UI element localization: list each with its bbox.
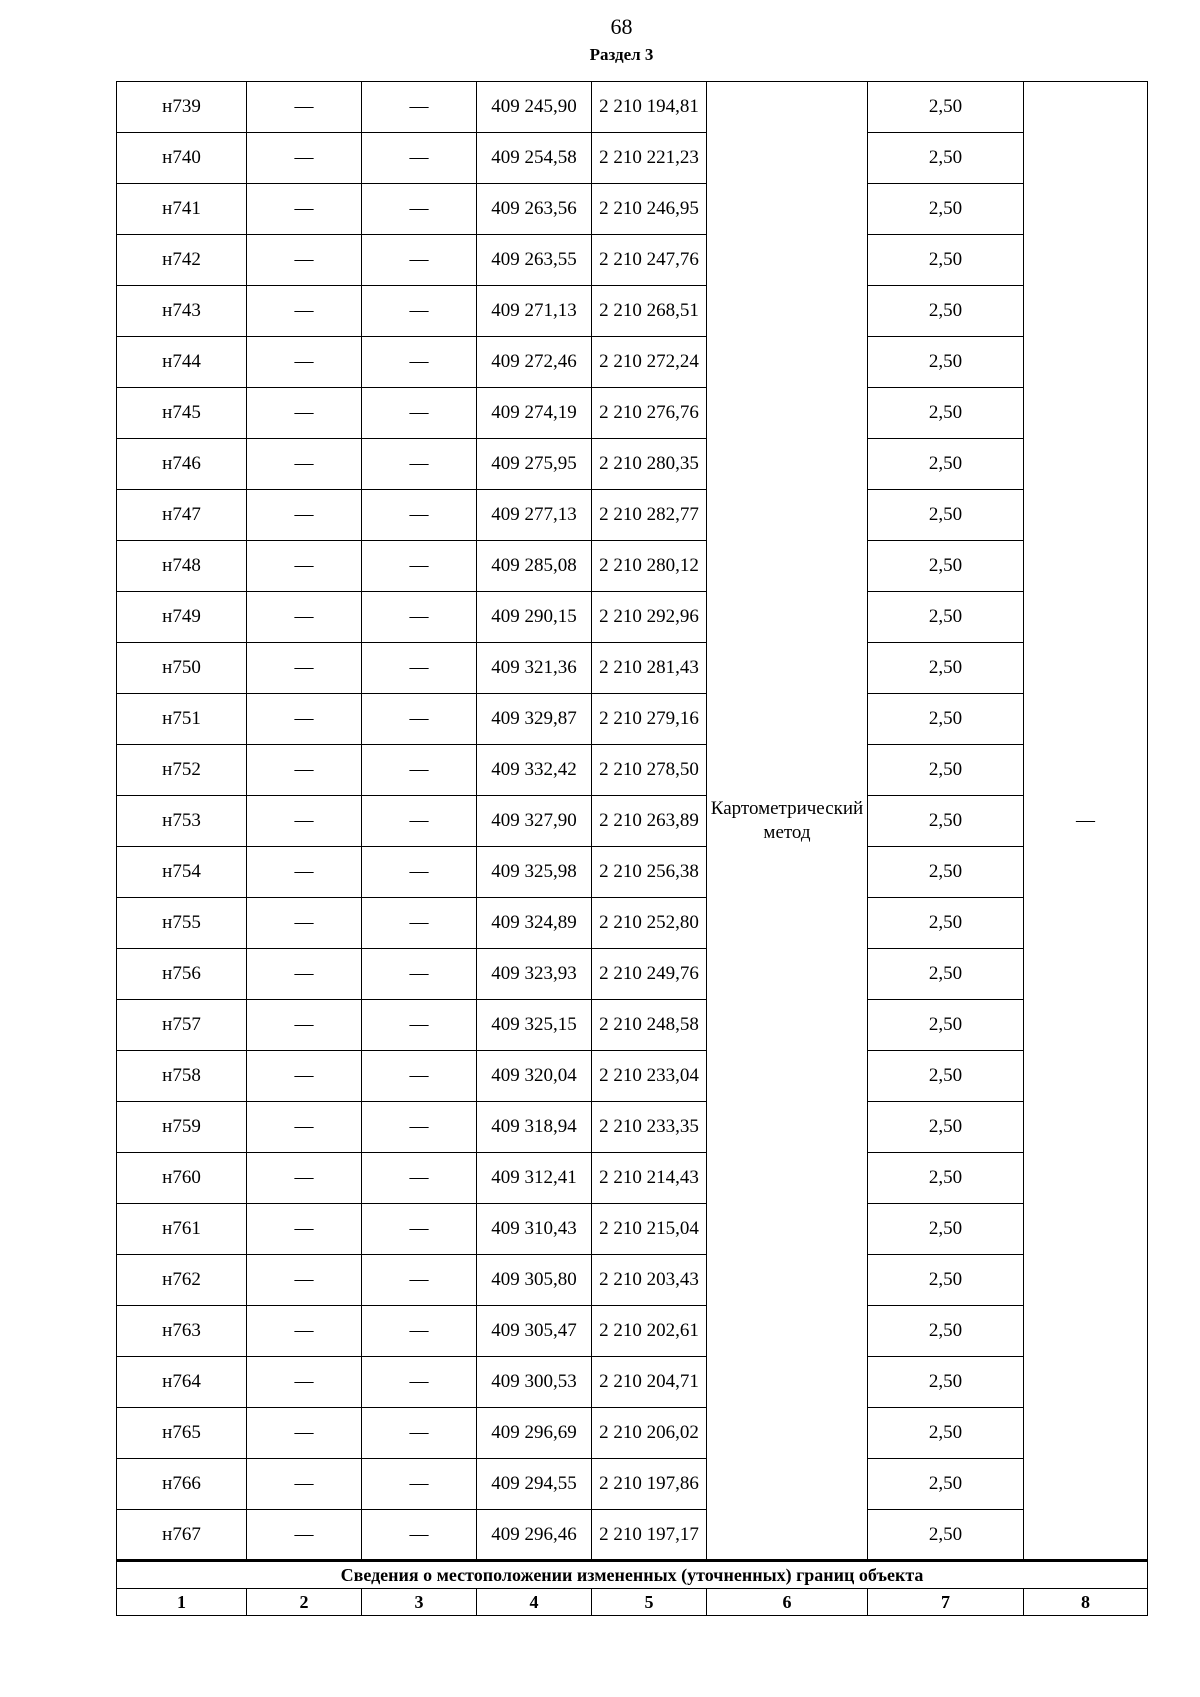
point-id: н762 [117, 1255, 247, 1306]
column-number: 4 [477, 1589, 592, 1616]
point-id: н767 [117, 1510, 247, 1561]
coord-y: 2 210 197,86 [592, 1459, 707, 1510]
dash-cell: — [247, 847, 362, 898]
dash-cell: — [362, 82, 477, 133]
point-id: н743 [117, 286, 247, 337]
page-number: 68 [610, 14, 633, 39]
accuracy-cell: 2,50 [868, 592, 1024, 643]
point-id: н739 [117, 82, 247, 133]
table-row [117, 1102, 1148, 1153]
table-row [117, 1204, 1148, 1255]
coord-y: 2 210 204,71 [592, 1357, 707, 1408]
accuracy-cell: 2,50 [868, 1306, 1024, 1357]
coord-x: 409 320,04 [477, 1051, 592, 1102]
coord-y: 2 210 252,80 [592, 898, 707, 949]
accuracy-cell: 2,50 [868, 337, 1024, 388]
coord-x: 409 327,90 [477, 796, 592, 847]
table-row [117, 82, 1148, 133]
accuracy-cell: 2,50 [868, 847, 1024, 898]
dash-cell: — [247, 1459, 362, 1510]
table-row [117, 388, 1148, 439]
accuracy-cell: 2,50 [868, 1357, 1024, 1408]
dash-cell: — [362, 796, 477, 847]
table-row [117, 184, 1148, 235]
coord-y: 2 210 246,95 [592, 184, 707, 235]
dash-cell: — [247, 133, 362, 184]
coord-x: 409 325,15 [477, 1000, 592, 1051]
coord-y: 2 210 276,76 [592, 388, 707, 439]
caption-row [117, 1561, 1148, 1589]
accuracy-cell: 2,50 [868, 745, 1024, 796]
dash-cell: — [362, 133, 477, 184]
coord-x: 409 263,56 [477, 184, 592, 235]
column-number-row [117, 1589, 1148, 1616]
accuracy-cell: 2,50 [868, 184, 1024, 235]
dash-cell: — [362, 184, 477, 235]
coord-y: 2 210 206,02 [592, 1408, 707, 1459]
dash-cell: — [247, 388, 362, 439]
accuracy-cell: 2,50 [868, 388, 1024, 439]
point-id: н757 [117, 1000, 247, 1051]
coord-y: 2 210 292,96 [592, 592, 707, 643]
dash-cell: — [247, 1051, 362, 1102]
coord-x: 409 305,80 [477, 1255, 592, 1306]
point-id: н761 [117, 1204, 247, 1255]
dash-cell: — [247, 694, 362, 745]
coord-x: 409 290,15 [477, 592, 592, 643]
accuracy-cell: 2,50 [868, 1153, 1024, 1204]
coord-y: 2 210 249,76 [592, 949, 707, 1000]
coord-x: 409 275,95 [477, 439, 592, 490]
coord-x: 409 321,36 [477, 643, 592, 694]
coord-x: 409 285,08 [477, 541, 592, 592]
accuracy-cell: 2,50 [868, 82, 1024, 133]
table-row [117, 1459, 1148, 1510]
coord-y: 2 210 203,43 [592, 1255, 707, 1306]
table-row [117, 490, 1148, 541]
point-id: н753 [117, 796, 247, 847]
dash-cell: — [247, 1408, 362, 1459]
dash-cell: — [247, 337, 362, 388]
dash-cell: — [362, 541, 477, 592]
dash-cell: — [362, 235, 477, 286]
dash-cell: — [362, 694, 477, 745]
dash-cell: — [247, 796, 362, 847]
dash-cell: — [362, 1459, 477, 1510]
table-row [117, 745, 1148, 796]
column-number: 7 [868, 1589, 1024, 1616]
dash-cell: — [247, 1000, 362, 1051]
accuracy-cell: 2,50 [868, 1000, 1024, 1051]
table-row [117, 439, 1148, 490]
coord-y: 2 210 272,24 [592, 337, 707, 388]
coord-y: 2 210 221,23 [592, 133, 707, 184]
table-row [117, 643, 1148, 694]
coord-y: 2 210 248,58 [592, 1000, 707, 1051]
section-title: Раздел 3 [589, 45, 654, 64]
coord-x: 409 305,47 [477, 1306, 592, 1357]
point-id: н755 [117, 898, 247, 949]
dash-cell: — [362, 490, 477, 541]
dash-cell: — [362, 439, 477, 490]
point-id: н740 [117, 133, 247, 184]
table-row [117, 1051, 1148, 1102]
coord-y: 2 210 202,61 [592, 1306, 707, 1357]
dash-cell: — [362, 643, 477, 694]
table-row [117, 1306, 1148, 1357]
table-row [117, 694, 1148, 745]
table-row [117, 1000, 1148, 1051]
coord-x: 409 325,98 [477, 847, 592, 898]
dash-cell: — [247, 1306, 362, 1357]
dash-cell: — [362, 592, 477, 643]
dash-cell: — [362, 1102, 477, 1153]
coord-x: 409 296,46 [477, 1510, 592, 1561]
column-number: 1 [117, 1589, 247, 1616]
coord-x: 409 254,58 [477, 133, 592, 184]
accuracy-cell: 2,50 [868, 694, 1024, 745]
coord-y: 2 210 197,17 [592, 1510, 707, 1561]
point-id: н747 [117, 490, 247, 541]
table-row [117, 541, 1148, 592]
coord-x: 409 310,43 [477, 1204, 592, 1255]
point-id: н763 [117, 1306, 247, 1357]
point-id: н766 [117, 1459, 247, 1510]
dash-cell: — [247, 1255, 362, 1306]
point-id: н750 [117, 643, 247, 694]
point-id: н745 [117, 388, 247, 439]
dash-cell: — [362, 1255, 477, 1306]
accuracy-cell: 2,50 [868, 1255, 1024, 1306]
dash-cell: — [247, 184, 362, 235]
point-id: н749 [117, 592, 247, 643]
coord-y: 2 210 233,35 [592, 1102, 707, 1153]
dash-cell: — [247, 541, 362, 592]
accuracy-cell: 2,50 [868, 1408, 1024, 1459]
column-number: 5 [592, 1589, 707, 1616]
point-id: н744 [117, 337, 247, 388]
column8-cell: — [1024, 82, 1148, 1561]
coord-x: 409 332,42 [477, 745, 592, 796]
coord-y: 2 210 194,81 [592, 82, 707, 133]
dash-cell: — [362, 847, 477, 898]
dash-cell: — [362, 1510, 477, 1561]
method-cell: Картометрический метод [707, 82, 868, 1561]
accuracy-cell: 2,50 [868, 949, 1024, 1000]
dash-cell: — [247, 643, 362, 694]
dash-cell: — [362, 1357, 477, 1408]
point-id: н764 [117, 1357, 247, 1408]
coord-x: 409 294,55 [477, 1459, 592, 1510]
coord-x: 409 296,69 [477, 1408, 592, 1459]
coord-y: 2 210 281,43 [592, 643, 707, 694]
coord-x: 409 318,94 [477, 1102, 592, 1153]
column-number: 6 [707, 1589, 868, 1616]
dash-cell: — [247, 949, 362, 1000]
coordinates-table [116, 81, 1148, 1616]
dash-cell: — [362, 1000, 477, 1051]
dash-cell: — [362, 1153, 477, 1204]
coord-y: 2 210 280,12 [592, 541, 707, 592]
point-id: н765 [117, 1408, 247, 1459]
table-row [117, 235, 1148, 286]
coord-y: 2 210 233,04 [592, 1051, 707, 1102]
dash-cell: — [247, 745, 362, 796]
table-row [117, 1255, 1148, 1306]
table-row [117, 796, 1148, 847]
coord-x: 409 323,93 [477, 949, 592, 1000]
point-id: н754 [117, 847, 247, 898]
coord-y: 2 210 214,43 [592, 1153, 707, 1204]
coord-y: 2 210 247,76 [592, 235, 707, 286]
dash-cell: — [247, 235, 362, 286]
point-id: н742 [117, 235, 247, 286]
dash-cell: — [247, 1153, 362, 1204]
coord-y: 2 210 282,77 [592, 490, 707, 541]
dash-cell: — [362, 1306, 477, 1357]
point-id: н741 [117, 184, 247, 235]
dash-cell: — [362, 1408, 477, 1459]
table-row [117, 1510, 1148, 1561]
coord-y: 2 210 268,51 [592, 286, 707, 337]
point-id: н748 [117, 541, 247, 592]
accuracy-cell: 2,50 [868, 796, 1024, 847]
table-body [117, 82, 1148, 1561]
accuracy-cell: 2,50 [868, 133, 1024, 184]
accuracy-cell: 2,50 [868, 439, 1024, 490]
coord-y: 2 210 278,50 [592, 745, 707, 796]
dash-cell: — [362, 1051, 477, 1102]
table-row [117, 133, 1148, 184]
dash-cell: — [247, 1357, 362, 1408]
table-row [117, 898, 1148, 949]
dash-cell: — [247, 1204, 362, 1255]
coord-x: 409 272,46 [477, 337, 592, 388]
column-number: 2 [247, 1589, 362, 1616]
point-id: н759 [117, 1102, 247, 1153]
coord-y: 2 210 263,89 [592, 796, 707, 847]
coord-y: 2 210 279,16 [592, 694, 707, 745]
dash-cell: — [247, 592, 362, 643]
table-row [117, 1408, 1148, 1459]
coord-x: 409 300,53 [477, 1357, 592, 1408]
table-row [117, 1357, 1148, 1408]
dash-cell: — [362, 337, 477, 388]
point-id: н760 [117, 1153, 247, 1204]
accuracy-cell: 2,50 [868, 541, 1024, 592]
dash-cell: — [362, 949, 477, 1000]
point-id: н756 [117, 949, 247, 1000]
coord-x: 409 274,19 [477, 388, 592, 439]
dash-cell: — [247, 898, 362, 949]
coord-y: 2 210 215,04 [592, 1204, 707, 1255]
coord-x: 409 277,13 [477, 490, 592, 541]
coord-y: 2 210 256,38 [592, 847, 707, 898]
coord-x: 409 263,55 [477, 235, 592, 286]
accuracy-cell: 2,50 [868, 1510, 1024, 1561]
accuracy-cell: 2,50 [868, 490, 1024, 541]
dash-cell: — [247, 439, 362, 490]
dash-cell: — [247, 286, 362, 337]
dash-cell: — [362, 898, 477, 949]
table-row [117, 592, 1148, 643]
accuracy-cell: 2,50 [868, 1459, 1024, 1510]
table-row [117, 337, 1148, 388]
column-number: 3 [362, 1589, 477, 1616]
coord-x: 409 271,13 [477, 286, 592, 337]
point-id: н758 [117, 1051, 247, 1102]
dash-cell: — [247, 82, 362, 133]
dash-cell: — [247, 1102, 362, 1153]
point-id: н751 [117, 694, 247, 745]
table-row [117, 286, 1148, 337]
table-caption: Сведения о местоположении измененных (уточненных) границ объекта [117, 1561, 1148, 1589]
coord-x: 409 324,89 [477, 898, 592, 949]
coord-x: 409 312,41 [477, 1153, 592, 1204]
accuracy-cell: 2,50 [868, 1102, 1024, 1153]
table-row [117, 847, 1148, 898]
column-number: 8 [1024, 1589, 1148, 1616]
accuracy-cell: 2,50 [868, 1051, 1024, 1102]
point-id: н752 [117, 745, 247, 796]
accuracy-cell: 2,50 [868, 235, 1024, 286]
accuracy-cell: 2,50 [868, 1204, 1024, 1255]
coord-y: 2 210 280,35 [592, 439, 707, 490]
dash-cell: — [362, 1204, 477, 1255]
accuracy-cell: 2,50 [868, 643, 1024, 694]
table-row [117, 1153, 1148, 1204]
accuracy-cell: 2,50 [868, 286, 1024, 337]
table-row [117, 949, 1148, 1000]
dash-cell: — [247, 1510, 362, 1561]
dash-cell: — [362, 388, 477, 439]
coord-x: 409 245,90 [477, 82, 592, 133]
point-id: н746 [117, 439, 247, 490]
accuracy-cell: 2,50 [868, 898, 1024, 949]
dash-cell: — [247, 490, 362, 541]
coord-x: 409 329,87 [477, 694, 592, 745]
dash-cell: — [362, 745, 477, 796]
dash-cell: — [362, 286, 477, 337]
